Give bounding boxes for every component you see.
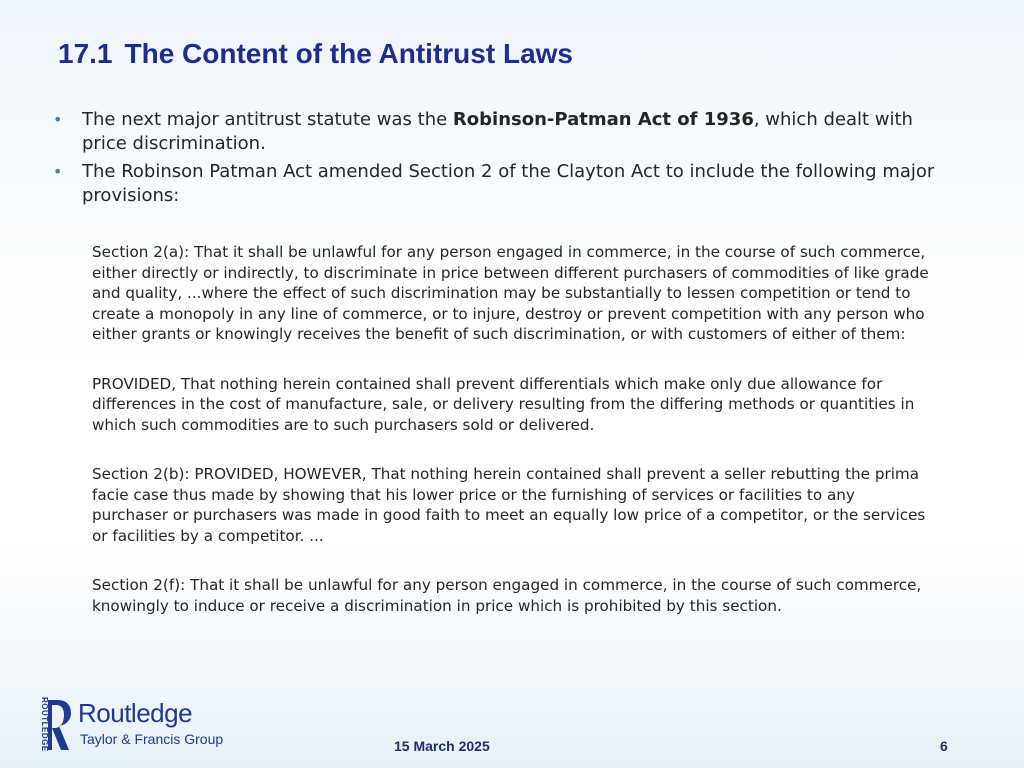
bullet-item: [48, 108, 948, 156]
title-number: 17.1: [58, 38, 113, 69]
bullet-list: [48, 108, 948, 212]
bullet-text-bold: Robinson-Patman Act of 1936: [452, 109, 754, 130]
bullet-dot-icon: •: [53, 110, 63, 129]
routledge-logo: [34, 698, 224, 754]
bullet-item: [48, 160, 948, 208]
bullet-dot-icon: •: [53, 162, 63, 181]
slide-title: [58, 38, 573, 70]
title-text: The Content of the Antitrust Laws: [124, 38, 573, 69]
bullet-text: The Robinson Patman Act amended Section 2 of the Clayton Act to include the following major provisions:: [82, 161, 935, 206]
logo-brand-name: Routledge: [78, 698, 193, 728]
bullet-text-after: , which dealt with price discrimination.: [82, 109, 913, 154]
section-2f-paragraph: Section 2(f): That it shall be unlawful for any person engaged in commerce, in the course of such commerce, knowingly to induce or receive a discrimination in price which is prohibited by this section.: [92, 576, 922, 615]
bullet-text-before: The next major antitrust statute was the: [82, 109, 453, 130]
page-number: 6: [940, 738, 948, 754]
logo-group-name: Taylor & Francis Group: [80, 731, 224, 747]
footer-date: 15 March 2025: [394, 738, 490, 754]
section-2a-paragraph: Section 2(a): That it shall be unlawful for any person engaged in commerce, in the course of such commerce, either directly or indirectly, to discriminate in price between different purchasers of commodities of like grade and quality, ...where the effect of such discrimination may be substantially to lessen competition or tend to create a monopoly in any line of commerce, or to injure, destroy or prevent competition with any person who either grants or knowingly receives the benefit of such discrimination, or with customers of either of them:: [92, 243, 929, 343]
statute-excerpts: [92, 242, 932, 645]
logo-vertical-text: ROUTLEDGE: [40, 697, 49, 752]
proviso-paragraph: PROVIDED, That nothing herein contained shall prevent differentials which make only due allowance for differences in the cost of manufacture, sale, or delivery resulting from the differing methods or quantities in which such commodities are to such purchasers sold or delivered.: [92, 374, 915, 434]
section-2b-paragraph: Section 2(b): PROVIDED, HOWEVER, That nothing herein contained shall prevent a seller rebutting the prima facie case thus made by showing that his lower price or the furnishing of services or facilities to any purchaser or purchasers was made in good faith to meet an equally low price of a competitor, or the services or facilities by a competitor. ...: [92, 465, 926, 545]
